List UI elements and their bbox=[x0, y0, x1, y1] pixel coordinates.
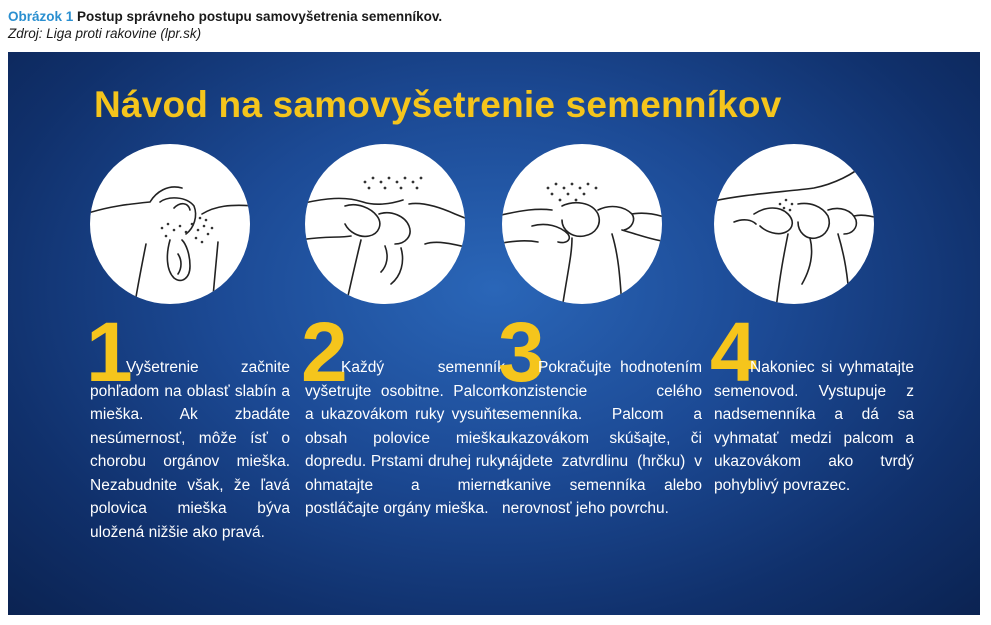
step-4-number: 4 bbox=[710, 305, 757, 399]
caption-source: Zdroj: Liga proti rakovine (lpr.sk) bbox=[8, 26, 202, 41]
step-1-illustration bbox=[90, 144, 250, 304]
step-1 bbox=[86, 144, 302, 584]
figure-caption bbox=[8, 8, 442, 42]
step-4-text: Nakoniec si vyhmatajte semenovod. Vystupuje z nadsemenníka a dá sa vyhmatať medzi palcom a ukazovákom ako tvrdý pohyblivý povrazec. bbox=[714, 359, 914, 494]
instruction-panel bbox=[8, 52, 980, 615]
panel-heading: Návod na samovyšetrenie semenníkov bbox=[94, 84, 782, 125]
step-3-text: Pokračujte hodnotením konzistencie celého semenníka. Palcom a ukazovákom skúšajte, či nájdete zatvrdlinu (hrčku) v tkanive semenníka alebo nerovnosť jeho povrchu. bbox=[502, 359, 702, 517]
step-3-illustration bbox=[502, 144, 662, 304]
step-2 bbox=[301, 144, 517, 584]
step-1-text: Vyšetrenie začnite pohľadom na oblasť slabín a mieška. Ak zbadáte nesúmernosť, môže ísť o chorobu orgánov mieška. Nezabudnite však, že ľavá polovica mieška býva uložená nižšie ako pravá. bbox=[90, 359, 290, 541]
step-2-illustration bbox=[305, 144, 465, 304]
caption-label: Obrázok 1 bbox=[8, 9, 74, 24]
step-4 bbox=[710, 144, 926, 584]
step-2-text: Každý semenník vyšetrujte osobitne. Palcom a ukazovákom ruky vysuňte obsah polovice mieška dopredu. Prstami druhej ruky ohmatajte a mierne postláčajte orgány mieška. bbox=[305, 359, 505, 517]
step-3 bbox=[498, 144, 714, 584]
step-1-number: 1 bbox=[86, 305, 133, 399]
step-2-number: 2 bbox=[301, 305, 348, 399]
step-3-number: 3 bbox=[498, 305, 545, 399]
caption-title: Postup správneho postupu samovyšetrenia semenníkov. bbox=[77, 9, 443, 24]
step-4-illustration bbox=[714, 144, 874, 304]
